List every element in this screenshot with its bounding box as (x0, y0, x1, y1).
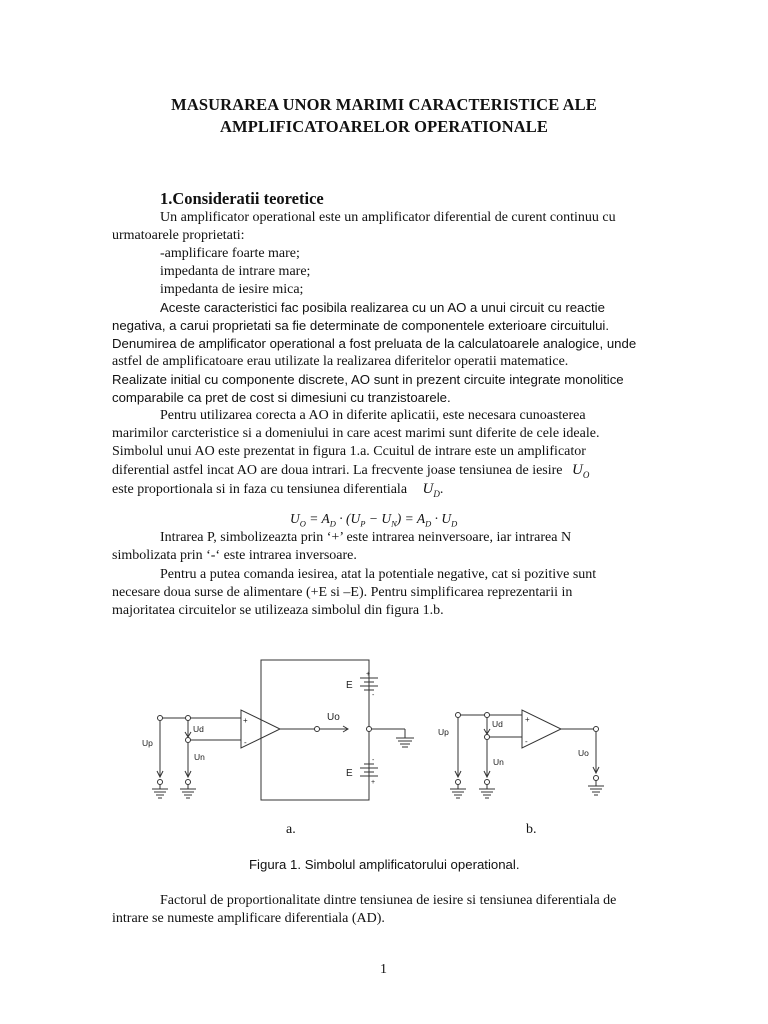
text-line: Pentru a putea comanda iesirea, atat la potentiale negative, cat si pozitive sunt (160, 567, 597, 582)
formula-sub: N (391, 518, 397, 529)
symbol-subscript: O (582, 470, 590, 480)
label-plus-b: + (525, 715, 530, 724)
formula-sub: D (451, 518, 458, 529)
text-span: diferential astfel incat AO are doua intrari. La frecvente joase tensiunea de iesire (112, 463, 563, 478)
text-line (112, 462, 589, 483)
text-line: Factorul de proportionalitate dintre tensiunea de iesire si tensiunea diferentiala de (160, 893, 617, 908)
text-line: urmatoarele proprietati: (112, 228, 245, 243)
formula-part: − U (365, 511, 392, 526)
text-line: Denumirea de amplificator operational a fost preluata de la calculatoarele analogice, unde (112, 336, 637, 351)
label-minus-b: - (525, 737, 528, 746)
text-line: intrare se numeste amplificare diferentiala (AD). (112, 911, 385, 926)
formula-part: · U (431, 511, 452, 526)
list-item: -amplificare foarte mare; (160, 246, 300, 261)
label-up-a: Up (142, 738, 153, 748)
formula-part: U (290, 511, 300, 526)
formula-sub: D (425, 518, 432, 529)
text-line: Intrarea P, simbolizeazta prin ‘+’ este intrarea neinversoare, iar intrarea N (160, 530, 572, 545)
formula-sub: O (299, 518, 306, 529)
formula-uo (290, 511, 457, 529)
label-e-bottom: E (346, 768, 353, 779)
section-heading: 1.Consideratii teoretice (160, 189, 324, 208)
symbol-u: U (572, 462, 583, 478)
text-line: Un amplificator operational este un amplificator diferential de curent continuu cu (160, 210, 616, 225)
label-up-b: Up (438, 727, 449, 737)
label-e-top: E (346, 680, 353, 691)
list-item: impedanta de iesire mica; (160, 282, 304, 297)
text-line: Realizate initial cu componente discrete, AO sunt in prezent circuite integrate monolitice (112, 372, 624, 387)
page-number: 1 (380, 962, 387, 977)
label-un-a: Un (194, 752, 205, 762)
symbol-subscript: D (433, 489, 440, 499)
figure-label-b: b. (526, 822, 537, 837)
formula-part: = A (305, 511, 330, 526)
text-line: majoritatea circuitelor se utilizeaza simbolul din figura 1.b. (112, 603, 444, 618)
document-title-line-1: MASURAREA UNOR MARIMI CARACTERISTICE ALE (171, 95, 597, 114)
label-minus-a: - (244, 738, 247, 747)
text-line: Simbolul unui AO este prezentat in figura 1.a. Ccuitul de intrare este un amplificator (112, 444, 586, 459)
text-line: necesare doua surse de alimentare (+E si –E). Pentru simplificarea reprezentarii in (112, 585, 573, 600)
text-line (112, 481, 443, 502)
formula-part: · (U (335, 511, 361, 526)
label-minus-top: - (372, 692, 375, 699)
text-line: marimilor carcteristice si a domeniului in care acest marimi sunt diferite de cele ideale. (112, 426, 600, 441)
formula-sub: P (360, 518, 366, 529)
label-un-b: Un (493, 757, 504, 767)
figure-1-opamp-symbols (0, 640, 768, 830)
text-line: simbolizata prin ‘-‘ este intrarea inversoare. (112, 548, 357, 563)
label-plus-bottom: + (371, 779, 376, 786)
figure-caption: Figura 1. Simbolul amplificatorului operational. (249, 857, 520, 872)
symbol-u: U (422, 481, 434, 497)
text-span: este proportionala si in faza cu tensiunea diferentiala (112, 482, 408, 497)
figure-label-a: a. (286, 822, 296, 837)
period: . (439, 482, 444, 497)
text-line: Aceste caracteristici fac posibila realizarea cu un AO a unui circuit cu reactie (160, 300, 605, 315)
label-plus-top: + (366, 671, 371, 678)
document-title-line-2: AMPLIFICATOARELOR OPERATIONALE (220, 117, 548, 136)
label-ud-a: Ud (193, 724, 204, 734)
text-line: comparabile ca pret de cost si dimesiuni cu tranzistoarele. (112, 390, 451, 405)
symbol-uo (572, 462, 589, 478)
label-minus-bottom: - (372, 757, 375, 764)
text-line: astfel de amplificatoare erau utilizate la realizarea diferitelor operatii matematice. (112, 354, 569, 369)
formula-sub: D (329, 518, 336, 529)
label-uo-b: Uo (578, 748, 589, 758)
text-line: negativa, a carui proprietati sa fie determinate de componentele exterioare circuitului. (112, 318, 610, 333)
label-uo-a: Uo (327, 712, 340, 723)
text-line: Pentru utilizarea corecta a AO in diferite aplicatii, este necesara cunoasterea (160, 408, 586, 423)
label-ud-b: Ud (492, 719, 503, 729)
formula-part: ) = A (396, 511, 426, 526)
list-item: impedanta de intrare mare; (160, 264, 311, 279)
symbol-ud (423, 481, 440, 497)
label-plus-a: + (243, 716, 248, 725)
